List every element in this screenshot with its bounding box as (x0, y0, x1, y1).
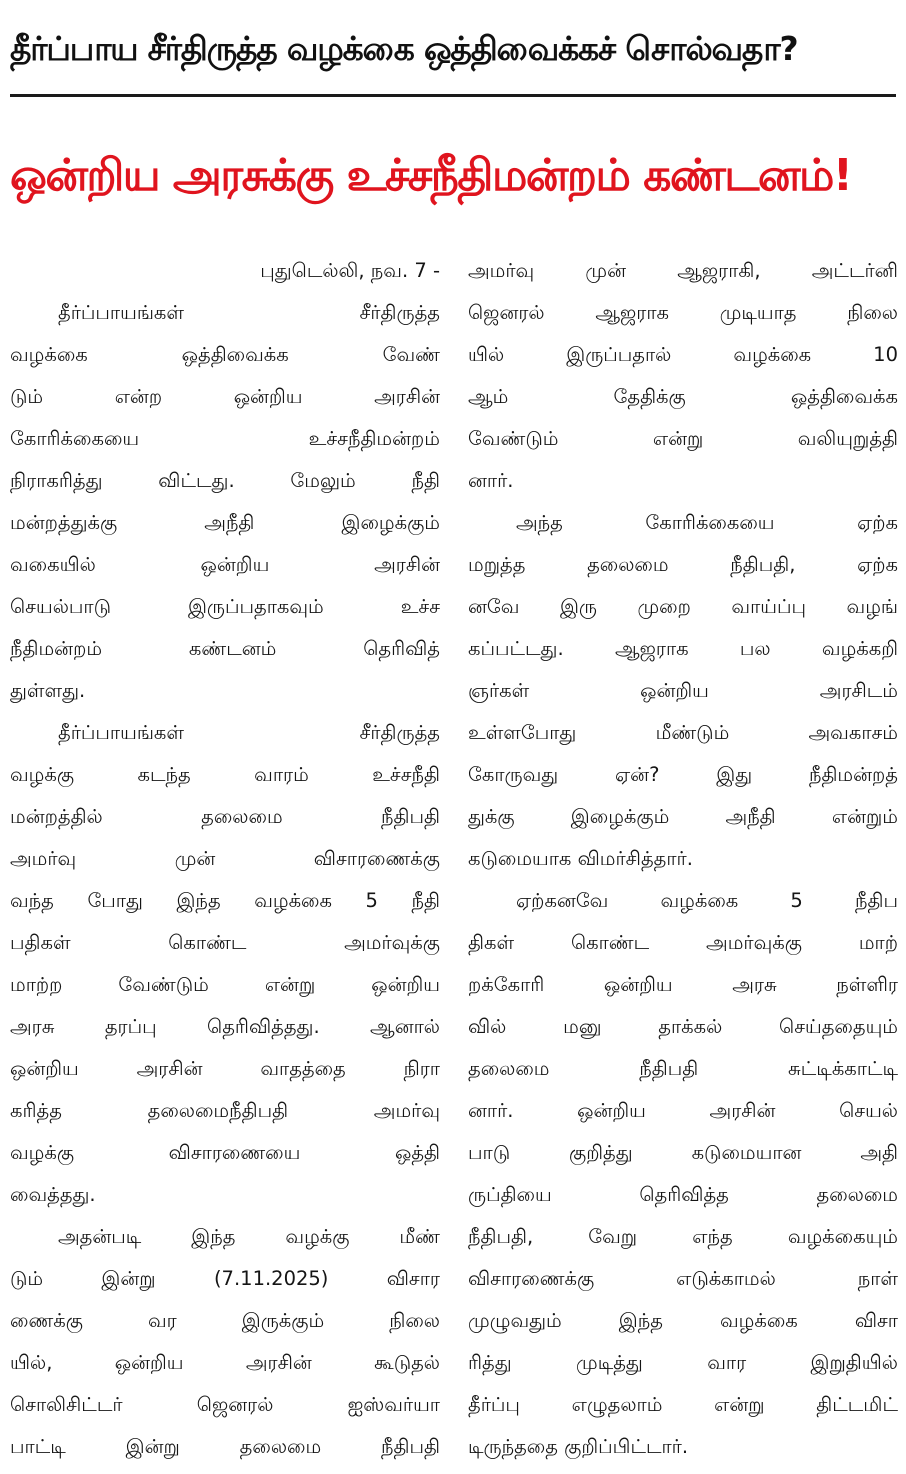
body-line: மாற்ற வேண்டும் என்று ஒன்றிய (10, 973, 440, 996)
body-line: ணைக்கு வர இருக்கும் நிலை (10, 1309, 440, 1332)
body-line: திகள் கொண்ட அமர்வுக்கு மாற் (468, 931, 898, 954)
body-line: கோரிக்கையை உச்சநீதிமன்றம் (10, 427, 440, 450)
body-line: வேண்டும் என்று வலியுறுத்தி (468, 427, 898, 450)
body-line: ஏற்கனவே வழக்கை 5 நீதிப (516, 889, 898, 912)
body-line: டும் இன்று (7.11.2025) விசார (10, 1267, 440, 1290)
body-line: சொலிசிட்டர் ஜெனரல் ஐஸ்வர்யா (10, 1393, 440, 1416)
body-line: னார். (468, 469, 514, 492)
body-line: துள்ளது. (10, 679, 86, 702)
body-line: யில் இருப்பதால் வழக்கை 10 (468, 343, 898, 366)
article-column-right (468, 250, 898, 1468)
body-line: ஒன்றிய அரசின் வாதத்தை நிரா (10, 1057, 440, 1080)
body-line: செயல்பாடு இருப்பதாகவும் உச்ச (10, 595, 440, 618)
article-column-left (10, 250, 440, 1468)
body-line: னவே இரு முறை வாய்ப்பு வழங் (468, 595, 898, 618)
body-line: கப்பட்டது. ஆஜராக பல வழக்கறி (468, 637, 898, 660)
body-line: முழுவதும் இந்த வழக்கை விசா (468, 1309, 898, 1332)
body-line: தீர்ப்பாயங்கள் சீர்திருத்த (58, 721, 440, 744)
body-line: தலைமை நீதிபதி சுட்டிக்காட்டி (468, 1057, 898, 1080)
body-line: நிராகரித்து விட்டது. மேலும் நீதி (10, 469, 440, 492)
body-line: மறுத்த தலைமை நீதிபதி, ஏற்க (468, 553, 898, 576)
body-line: வந்த போது இந்த வழக்கை 5 நீதி (10, 889, 440, 912)
body-line: பாட்டி இன்று தலைமை நீதிபதி (10, 1435, 440, 1458)
body-line: டும் என்ற ஒன்றிய அரசின் (10, 385, 440, 408)
body-line: வில் மனு தாக்கல் செய்ததையும் (468, 1015, 898, 1038)
body-line: துக்கு இழைக்கும் அநீதி என்றும் (468, 805, 898, 828)
body-line: பாடு குறித்து கடுமையான அதி (468, 1141, 898, 1164)
body-line: பதிகள் கொண்ட அமர்வுக்கு (10, 931, 440, 954)
body-line: வழக்கு விசாரணையை ஒத்தி (10, 1141, 440, 1164)
main-headline: ஒன்றிய அரசுக்கு உச்சநீதிமன்றம் கண்டனம்! (10, 150, 852, 201)
body-line: கடுமையாக விமர்சித்தார். (468, 847, 693, 870)
body-line: வழக்கு கடந்த வாரம் உச்சநீதி (10, 763, 440, 786)
body-line: ஜெனரல் ஆஜராக முடியாத நிலை (468, 301, 898, 324)
body-line: யில், ஒன்றிய அரசின் கூடுதல் (10, 1351, 440, 1374)
body-line: தீர்ப்பாயங்கள் சீர்திருத்த (58, 301, 440, 324)
kicker-headline: தீர்ப்பாய சீர்திருத்த வழக்கை ஒத்திவைக்கச் சொல்வதா? (10, 29, 798, 68)
body-line: நீதிபதி, வேறு எந்த வழக்கையும் (468, 1225, 898, 1248)
body-line: வகையில் ஒன்றிய அரசின் (10, 553, 440, 576)
dateline: புதுடெல்லி, நவ. 7 - (260, 259, 440, 282)
body-line: டிருந்ததை குறிப்பிட்டார். (468, 1435, 689, 1458)
body-line: மன்றத்துக்கு அநீதி இழைக்கும் (10, 511, 440, 534)
body-line: னார். ஒன்றிய அரசின் செயல் (468, 1099, 898, 1122)
body-line: நீதிமன்றம் கண்டனம் தெரிவித் (10, 637, 440, 660)
body-line: ருப்தியை தெரிவித்த தலைமை (468, 1183, 898, 1206)
body-line: விசாரணைக்கு எடுக்காமல் நாள் (468, 1267, 898, 1290)
body-line: ரித்து முடித்து வார இறுதியில் (468, 1351, 898, 1374)
body-line: அந்த கோரிக்கையை ஏற்க (516, 511, 898, 534)
body-line: மன்றத்தில் தலைமை நீதிபதி (10, 805, 440, 828)
body-line: கோருவது ஏன்? இது நீதிமன்றத் (468, 763, 898, 786)
body-line: வழக்கை ஒத்திவைக்க வேண் (10, 343, 440, 366)
body-line: கரித்த தலைமைநீதிபதி அமர்வு (10, 1099, 440, 1122)
body-line: தீர்ப்பு எழுதலாம் என்று திட்டமிட் (468, 1393, 898, 1416)
body-line: வைத்தது. (10, 1183, 96, 1206)
divider-rule (10, 94, 896, 97)
body-line: ஆம் தேதிக்கு ஒத்திவைக்க (468, 385, 898, 408)
body-line: அரசு தரப்பு தெரிவித்தது. ஆனால் (10, 1015, 440, 1038)
body-line: உள்ளபோது மீண்டும் அவகாசம் (468, 721, 898, 744)
body-line: அமர்வு முன் விசாரணைக்கு (10, 847, 440, 870)
body-line: ஞர்கள் ஒன்றிய அரசிடம் (468, 679, 898, 702)
body-line: றக்கோரி ஒன்றிய அரசு நள்ளிர (468, 973, 898, 996)
body-line: அதன்படி இந்த வழக்கு மீண் (58, 1225, 440, 1248)
body-line: அமர்வு முன் ஆஜராகி, அட்டர்னி (468, 259, 898, 282)
